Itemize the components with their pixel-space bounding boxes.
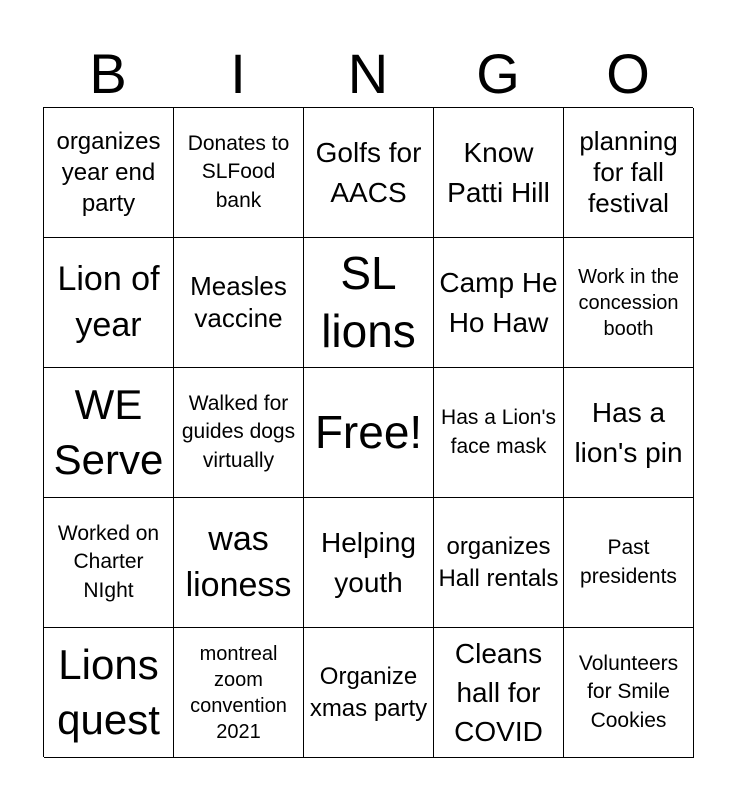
free-space-text: Free!	[314, 405, 423, 458]
bingo-cell[interactable]	[434, 498, 564, 628]
bingo-cell[interactable]	[44, 368, 174, 498]
bingo-cell[interactable]	[434, 238, 564, 368]
header-letter-i: I	[230, 42, 246, 105]
bingo-cell[interactable]	[304, 498, 434, 628]
bingo-cell[interactable]	[174, 628, 304, 758]
header-letter-b: B	[89, 42, 127, 105]
cell-text: SL lions	[321, 247, 416, 357]
cell-text: Worked on Charter NIght	[57, 521, 160, 602]
header-letter-o: O	[606, 42, 650, 105]
bingo-cell[interactable]	[564, 238, 694, 368]
bingo-cell[interactable]	[174, 238, 304, 368]
cell-text: Golfs for AACS	[315, 137, 422, 208]
bingo-cell[interactable]	[44, 108, 174, 238]
cell-text: Walked for guides dogs virtually	[181, 391, 296, 472]
bingo-cell[interactable]	[434, 628, 564, 758]
cell-text: organizes year end party	[56, 127, 161, 218]
bingo-cell[interactable]	[174, 108, 304, 238]
cell-text: Lion of year	[57, 259, 160, 344]
bingo-cell[interactable]	[434, 368, 564, 498]
cell-text: Work in the concession booth	[578, 265, 679, 340]
bingo-cell[interactable]	[174, 368, 304, 498]
cell-text: Has a Lion's face mask	[441, 406, 556, 458]
cell-text: planning for fall festival	[579, 125, 678, 219]
bingo-cell[interactable]	[174, 498, 304, 628]
bingo-cell[interactable]	[564, 628, 694, 758]
cell-text: Camp He Ho Haw	[439, 267, 558, 338]
bingo-cell[interactable]	[564, 108, 694, 238]
cell-text: Has a lion's pin	[574, 397, 683, 468]
cell-text: was lioness	[185, 519, 292, 604]
cell-text: Donates to SLFood bank	[187, 131, 290, 212]
bingo-cell[interactable]	[44, 238, 174, 368]
cell-text: Volunteers for Smile Cookies	[578, 651, 679, 732]
bingo-cell-free[interactable]	[304, 368, 434, 498]
cell-text: WE Serve	[53, 380, 164, 483]
cell-text: Past presidents	[580, 536, 677, 588]
cell-text: Know Patti Hill	[447, 137, 550, 208]
bingo-cell[interactable]	[304, 628, 434, 758]
bingo-cell[interactable]	[304, 108, 434, 238]
cell-text: Lions quest	[57, 640, 160, 743]
bingo-cell[interactable]	[564, 498, 694, 628]
cell-text: Measles vaccine	[190, 271, 287, 333]
bingo-header	[43, 40, 693, 108]
bingo-grid	[43, 107, 693, 757]
header-letter-g: G	[476, 42, 520, 105]
bingo-cell[interactable]	[44, 498, 174, 628]
bingo-cell[interactable]	[434, 108, 564, 238]
cell-text: Organize xmas party	[309, 663, 428, 722]
bingo-cell[interactable]	[44, 628, 174, 758]
bingo-cell[interactable]	[564, 368, 694, 498]
cell-text: organizes Hall rentals	[438, 533, 559, 592]
header-letter-n: N	[347, 42, 389, 105]
cell-text: montreal zoom convention 2021	[190, 642, 287, 743]
cell-text: Cleans hall for COVID	[454, 637, 543, 748]
bingo-cell[interactable]	[304, 238, 434, 368]
cell-text: Helping youth	[321, 527, 416, 598]
